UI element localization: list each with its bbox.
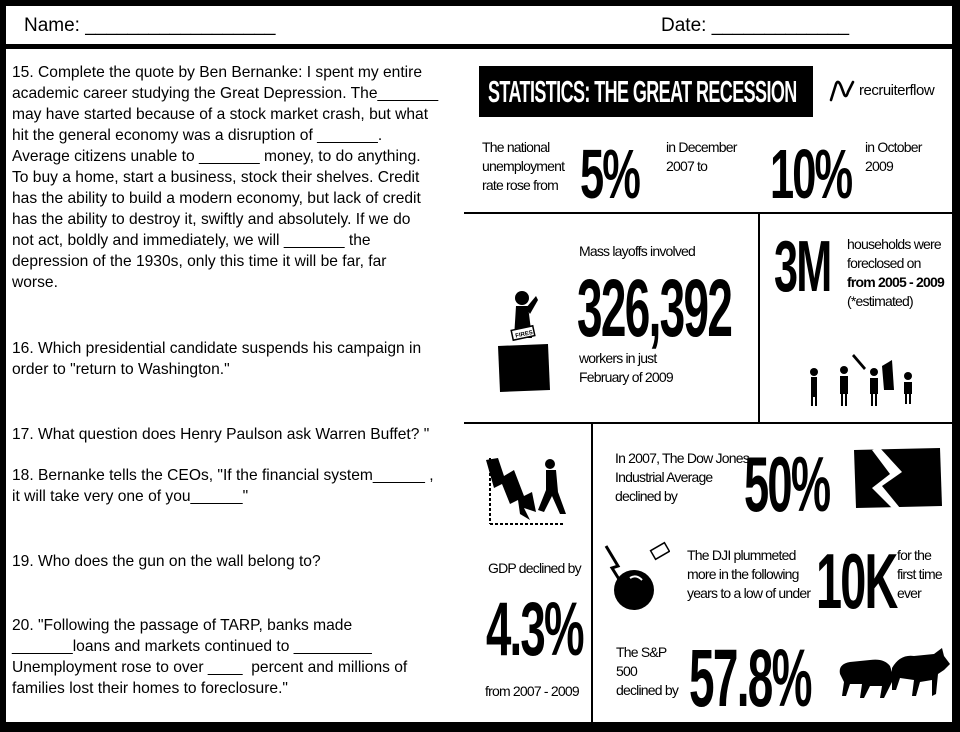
divider-line: [758, 212, 760, 422]
dji-value: 10K: [816, 537, 897, 625]
foreclosures-text: households were foreclosed on: [847, 236, 941, 271]
sp500-text: The S&P 500 declined by: [616, 644, 679, 698]
question-16: 16. Which presidential candidate suspends his campaign in order to "return to Washington.": [12, 340, 422, 378]
sp500-value: 57.8%: [689, 633, 811, 724]
dow-jones-value: 50%: [744, 440, 830, 528]
divider-line: [591, 422, 593, 722]
unemployment-date-start: in December 2007 to: [666, 139, 737, 174]
foreclosures-note: (*estimated): [847, 293, 913, 309]
fires-sign-text: FIRES: [514, 330, 534, 340]
dow-jones-text: In 2007, The Dow Jones Industrial Average declined by: [615, 450, 749, 504]
layoffs-label: Mass layoffs involved: [579, 243, 696, 259]
question-17: 17. What question does Henry Paulson ask Warren Buffet? ": [12, 426, 430, 443]
question-20: 20. "Following the passage of TARP, banks made _______loans and markets continued to _________ Unemployment rose to over ____ percent and millions of families lost their homes to foreclosure.": [12, 617, 408, 697]
bull-bear-icon: [834, 644, 954, 704]
gdp-label: GDP declined by: [488, 560, 581, 576]
date-field-label: Date: _____________: [661, 15, 850, 36]
question-18: 18. Bernanke tells the CEOs, "If the financial system______ , it will take very one of you______": [12, 467, 434, 505]
gdp-value: 4.3%: [486, 587, 583, 672]
falling-stock-icon: [484, 452, 568, 526]
dji-text: The DJI plummeted more in the following years to a low of under: [687, 547, 811, 601]
brand-wave-icon: [828, 80, 856, 102]
divider-line: [464, 422, 952, 424]
foreclosures-years: from 2005 - 2009: [847, 274, 944, 290]
question-19: 19. Who does the gun on the wall belong to?: [12, 553, 321, 570]
infographic-title: STATISTICS: THE GREAT RECESSION: [488, 74, 797, 109]
header-bar: [6, 6, 952, 49]
money-bomb-icon: [600, 540, 670, 614]
infographic-title-banner: [479, 66, 813, 117]
families-evicted-icon: [802, 346, 922, 410]
layoffs-value: 326,392: [577, 263, 732, 354]
worksheet: [6, 6, 952, 722]
question-15: 15. Complete the quote by Ben Bernanke: I spent my entire academic career studying the Great Depression. The_______ may have started because of a stock market crash, but what hit the general economy was a disruption of _______. Average citizens unable to _______ money, to do anything. To buy a home, start a business, stock their shelves. Credit has the ability to build a modern economy, but lack of credit has the ability to destroy it, swiftly and absolutely. If we do not act, boldly and immediately, we will _______ the depression of the 1930s, only this time it will be far, far worse.: [12, 64, 439, 291]
gdp-years: from 2007 - 2009: [485, 683, 579, 699]
broken-chart-icon: [852, 446, 944, 510]
unemployment-text: The national unemployment rate rose from: [482, 139, 565, 193]
divider-line: [464, 212, 952, 214]
unemployment-value-end: 10%: [770, 135, 852, 213]
foreclosures-value: 3M: [774, 227, 831, 307]
name-field-label: Name: __________________: [24, 15, 276, 36]
fired-worker-icon: [496, 288, 560, 398]
layoffs-caption: workers in just February of 2009: [579, 350, 673, 385]
brand-name: recruiterflow: [859, 82, 935, 99]
unemployment-date-end: in October 2009: [865, 139, 922, 174]
unemployment-value-start: 5%: [580, 135, 640, 213]
dji-after-text: for the first time ever: [897, 547, 942, 601]
